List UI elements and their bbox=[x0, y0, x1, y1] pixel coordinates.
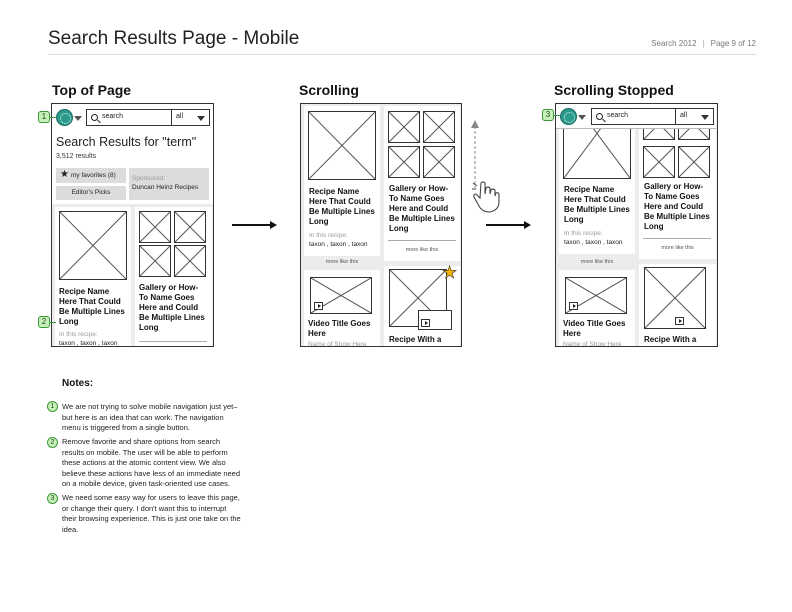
more-like-this-link[interactable]: more like this bbox=[325, 259, 359, 265]
gallery-title: Gallery or How- To Name Goes Here and Could Be Multiple Lines Long bbox=[389, 184, 455, 233]
video-thumbnail bbox=[565, 277, 627, 314]
note-number: 3 bbox=[47, 493, 58, 504]
video-show-name: Name of Show Here bbox=[308, 341, 367, 347]
annotation-badge-1: 1 bbox=[38, 111, 50, 123]
recipe-image-placeholder bbox=[59, 211, 127, 280]
editors-picks-button[interactable]: Editor's Picks bbox=[56, 186, 126, 200]
globe-menu-icon[interactable] bbox=[560, 108, 577, 125]
scope-value: all bbox=[176, 113, 184, 120]
video-thumbnail bbox=[310, 277, 372, 314]
taxon-list[interactable]: taxon , taxon , taxon bbox=[59, 340, 118, 347]
floating-search-bar bbox=[556, 104, 716, 129]
note-2: Remove favorite and share options from search results on mobile. The user will be able to perform these actions at the atomic content view. We also believe these actions have less of an immediate need on a mobile device, given task-oriented use cases. bbox=[62, 437, 241, 488]
star-icon: ★ bbox=[60, 169, 69, 180]
sponsored-label: Sponsored: bbox=[132, 175, 166, 182]
recipe-media-card[interactable] bbox=[639, 264, 716, 347]
flow-arrow bbox=[232, 224, 270, 226]
search-input[interactable] bbox=[86, 109, 210, 126]
arrow-right-icon bbox=[524, 221, 531, 229]
favorites-button[interactable] bbox=[56, 168, 126, 183]
phone-top-of-page bbox=[51, 103, 214, 347]
in-recipe-label: In this recipe: bbox=[309, 232, 348, 239]
more-like-this-link[interactable]: more like this bbox=[661, 245, 694, 251]
gallery-title: Gallery or How- To Name Goes Here and Could Be Multiple Lines Long bbox=[644, 182, 710, 231]
search-placeholder: search bbox=[607, 112, 629, 119]
recipe-with-title: Recipe With a bbox=[389, 335, 442, 344]
search-input[interactable] bbox=[591, 108, 714, 125]
more-like-this-link[interactable]: more like this bbox=[405, 247, 439, 253]
recipe-card[interactable] bbox=[304, 106, 380, 256]
section-title-stopped: Scrolling Stopped bbox=[554, 82, 674, 98]
gallery-card[interactable] bbox=[135, 207, 212, 347]
chevron-down-icon bbox=[701, 115, 709, 120]
note-3: We need some easy way for users to leave this page, or change their query. I don't want this to interrupt their browsing experience. This is just one take on the idea. bbox=[62, 493, 241, 534]
globe-menu-icon[interactable] bbox=[56, 109, 73, 126]
video-card[interactable] bbox=[559, 270, 635, 347]
gallery-thumb bbox=[174, 245, 206, 277]
badge-connector bbox=[50, 322, 56, 323]
scope-select[interactable] bbox=[171, 110, 209, 125]
arrow-right-icon bbox=[270, 221, 277, 229]
divider bbox=[139, 341, 207, 342]
gallery-thumb bbox=[643, 146, 675, 178]
chevron-down-icon[interactable] bbox=[578, 115, 586, 120]
annotation-badge-3: 3 bbox=[542, 109, 554, 121]
gallery-title: Gallery or How- To Name Goes Here and Could Be Multiple Lines Long bbox=[139, 283, 205, 332]
recipe-media-card[interactable] bbox=[384, 263, 460, 347]
search-icon bbox=[91, 114, 98, 121]
results-heading: Search Results for "term" bbox=[56, 135, 197, 149]
section-title-scrolling: Scrolling bbox=[299, 82, 359, 98]
video-thumbnail bbox=[418, 310, 452, 330]
play-icon[interactable] bbox=[675, 317, 684, 325]
page-indicator: Page 9 of 12 bbox=[710, 39, 756, 48]
header-divider bbox=[48, 54, 756, 55]
badge-connector bbox=[50, 117, 56, 118]
hand-pointer-icon bbox=[472, 180, 502, 214]
favorite-star-icon[interactable]: ★ bbox=[442, 263, 458, 282]
section-title-top: Top of Page bbox=[52, 82, 132, 98]
note-number: 2 bbox=[47, 437, 58, 448]
recipe-title: Recipe Name Here That Could Be Multiple Lines Long bbox=[59, 287, 125, 326]
flow-arrow bbox=[486, 224, 524, 226]
video-title: Video Title Goes Here bbox=[563, 319, 626, 338]
play-icon[interactable] bbox=[569, 302, 578, 310]
recipe-title: Recipe Name Here That Could Be Multiple Lines Long bbox=[564, 185, 630, 224]
search-placeholder: search bbox=[102, 113, 124, 120]
badge-connector bbox=[554, 115, 560, 116]
gallery-thumb bbox=[423, 146, 455, 178]
favorites-label: my favorites (8) bbox=[71, 172, 116, 179]
gallery-thumb bbox=[174, 211, 206, 243]
annotation-badge-2: 2 bbox=[38, 316, 50, 328]
play-icon[interactable] bbox=[421, 319, 430, 327]
taxon-list[interactable]: taxon , taxon , taxon bbox=[564, 239, 623, 246]
divider bbox=[643, 238, 711, 239]
divider bbox=[388, 240, 456, 241]
video-title: Video Title Goes Here bbox=[308, 319, 371, 338]
video-show-name: Name of Show Here bbox=[563, 341, 622, 347]
video-card[interactable] bbox=[304, 270, 380, 347]
recipe-title: Recipe Name Here That Could Be Multiple Lines Long bbox=[309, 187, 375, 226]
page-title: Search Results Page - Mobile bbox=[48, 28, 300, 49]
gallery-card[interactable] bbox=[384, 106, 460, 261]
results-count: 3,512 results bbox=[56, 153, 97, 160]
search-icon bbox=[596, 113, 603, 120]
notes-title: Notes: bbox=[62, 378, 94, 389]
in-recipe-label: In this recipe: bbox=[564, 230, 603, 237]
chevron-down-icon[interactable] bbox=[74, 116, 82, 121]
gallery-thumb bbox=[388, 111, 420, 143]
note-1: We are not trying to solve mobile navigation just yet– but here is an idea that can work. The navigation menu is triggered from a single button. bbox=[62, 402, 238, 432]
scope-select[interactable] bbox=[675, 109, 713, 124]
more-like-this-link[interactable]: more like this bbox=[580, 259, 614, 265]
sponsored-block[interactable] bbox=[129, 168, 209, 200]
gallery-thumb bbox=[678, 146, 710, 178]
play-icon[interactable] bbox=[314, 302, 323, 310]
taxon-list[interactable]: taxon , taxon , taxon bbox=[309, 241, 368, 248]
gallery-thumb bbox=[139, 245, 171, 277]
scope-value: all bbox=[680, 112, 688, 119]
recipe-image-placeholder bbox=[308, 111, 376, 180]
phone-scrolling bbox=[300, 103, 462, 347]
sponsored-name: Duncan Heinz Recipes bbox=[132, 184, 199, 191]
recipe-image-placeholder bbox=[644, 267, 706, 329]
phone-scrolling-stopped bbox=[555, 103, 718, 347]
recipe-with-title: Recipe With a bbox=[644, 335, 697, 344]
gallery-thumb bbox=[139, 211, 171, 243]
header-meta: Search 2012 | Page 9 of 12 bbox=[651, 39, 756, 48]
gallery-thumb bbox=[423, 111, 455, 143]
gallery-thumb bbox=[388, 146, 420, 178]
recipe-card[interactable] bbox=[55, 207, 131, 347]
note-number: 1 bbox=[47, 401, 58, 412]
in-recipe-label: In this recipe: bbox=[59, 331, 98, 338]
project-name: Search 2012 bbox=[651, 39, 697, 48]
chevron-down-icon bbox=[197, 116, 205, 121]
